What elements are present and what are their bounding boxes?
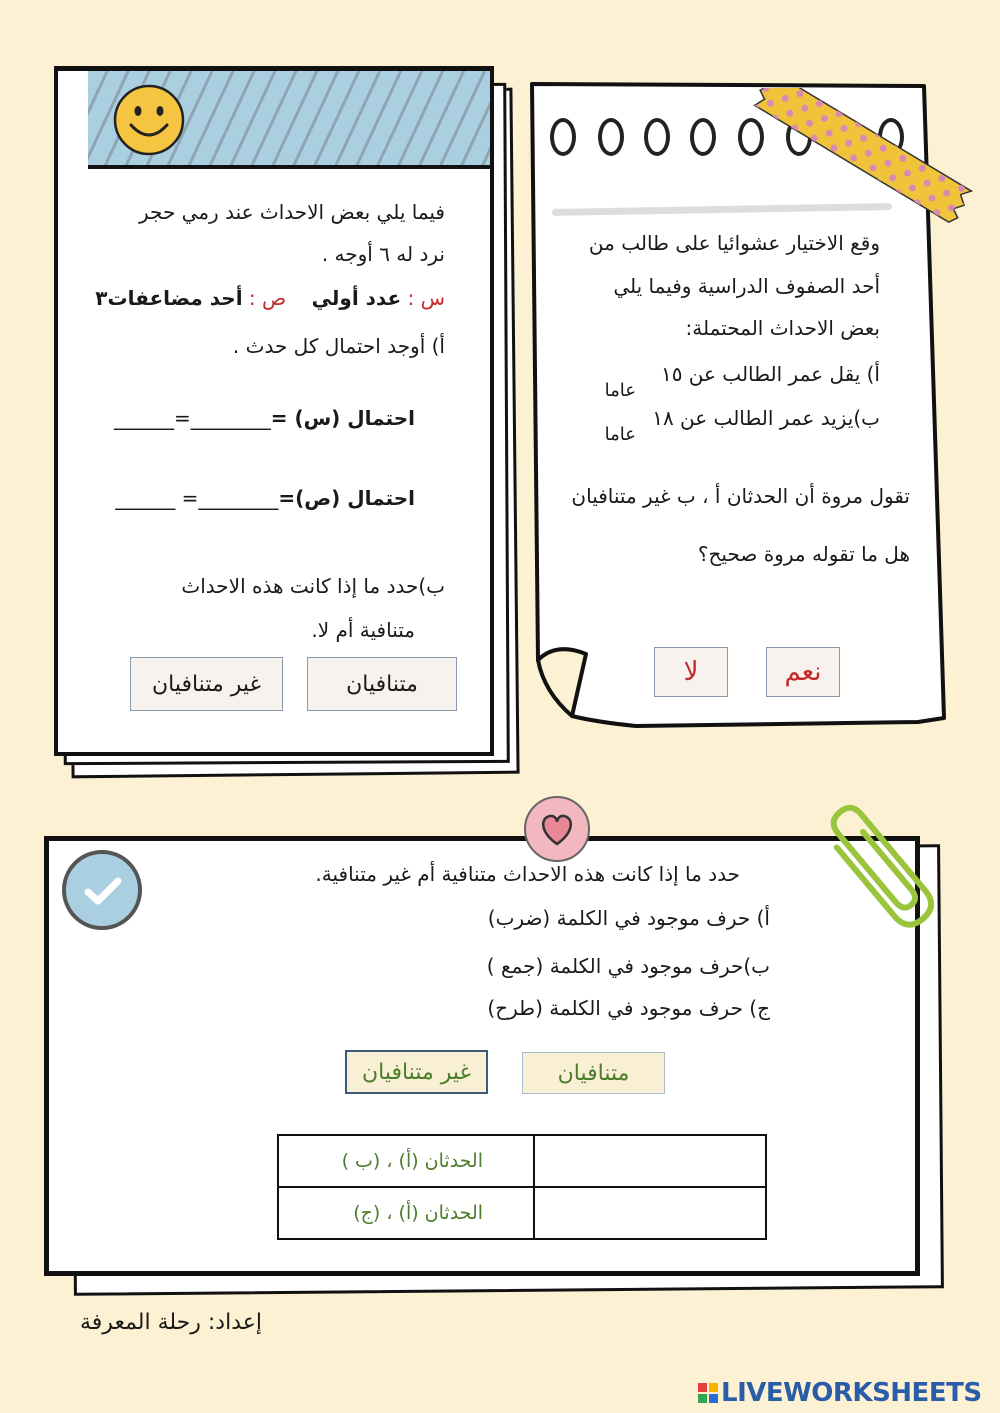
ring-2 xyxy=(598,118,624,156)
ring-4 xyxy=(690,118,716,156)
table-cell-answer[interactable] xyxy=(534,1135,766,1187)
table-cell-label: الحدثان (أ) ، (ب ) xyxy=(278,1135,534,1187)
table-cell-answer[interactable] xyxy=(534,1187,766,1239)
bottom-btn-not-mutually-exclusive[interactable]: غير متنافيان xyxy=(345,1050,488,1094)
event-c-prefix: ص : xyxy=(248,286,287,310)
left-btn-not-mutually-exclusive[interactable]: غير متنافيان xyxy=(130,657,283,711)
left-intro-line2: نرد له ٦ أوجه . xyxy=(321,242,445,266)
left-question-b-line2: متنافية أم لا. xyxy=(311,618,415,642)
liveworksheets-logo-icon xyxy=(698,1383,718,1403)
left-question-b-line1: ب)حدد ما إذا كانت هذه الاحداث xyxy=(181,574,445,598)
bottom-item-b: ب)حرف موجود في الكلمة (جمع ) xyxy=(486,954,770,978)
right-event-a-unit: عاما xyxy=(604,380,636,401)
left-btn-mutually-exclusive[interactable]: متنافيان xyxy=(307,657,457,711)
table-row xyxy=(278,1135,766,1187)
smiley-icon xyxy=(112,83,186,157)
washi-tape xyxy=(738,88,978,172)
event-s-text: عدد أولي xyxy=(311,286,402,310)
paperclip-icon xyxy=(806,794,956,944)
right-claim: تقول مروة أن الحدثان أ ، ب غير متنافيان xyxy=(571,484,910,508)
right-line1: وقع الاختيار عشوائيا على طالب من xyxy=(588,231,880,255)
event-c-text: أحد مضاعفات٣ xyxy=(95,286,243,310)
prob-s-blank[interactable]: ________=______ xyxy=(113,406,271,430)
left-intro-line1: فيما يلي بعض الاحداث عند رمي حجر xyxy=(139,200,445,224)
prob-s-row xyxy=(114,406,415,430)
author-credit: إعداد: رحلة المعرفة xyxy=(80,1310,262,1335)
bottom-item-a: أ) حرف موجود في الكلمة (ضرب) xyxy=(487,906,770,930)
liveworksheets-logo xyxy=(698,1378,982,1408)
right-question: هل ما تقوله مروة صحيح؟ xyxy=(697,542,910,566)
right-event-a: أ) يقل عمر الطالب عن ١٥ xyxy=(660,362,880,386)
bottom-title: حدد ما إذا كانت هذه الاحداث متنافية أم غير متنافية. xyxy=(315,862,740,886)
liveworksheets-brand: LIVEWORKSHEETS xyxy=(721,1378,982,1408)
bottom-btn-mutually-exclusive[interactable]: متنافيان xyxy=(522,1052,665,1094)
ring-3 xyxy=(644,118,670,156)
left-question-a: أ) أوجد احتمال كل حدث . xyxy=(232,334,445,358)
right-line3: بعض الاحداث المحتملة: xyxy=(685,316,880,340)
prob-c-blank[interactable]: ________= ______ xyxy=(115,486,279,510)
events-table xyxy=(277,1134,767,1240)
heart-pin-icon xyxy=(522,794,592,864)
left-events-line xyxy=(95,286,445,310)
event-s-prefix: س : xyxy=(407,286,445,310)
right-btn-no[interactable]: لا xyxy=(654,647,728,697)
right-event-b-unit: عاما xyxy=(604,424,636,445)
right-event-b: ب)يزيد عمر الطالب عن ١٨ xyxy=(652,406,880,430)
prob-s-label: احتمال (س) = xyxy=(270,406,415,430)
prob-c-row xyxy=(115,486,415,510)
ring-1 xyxy=(550,118,576,156)
table-cell-label: الحدثان (أ) ، (ج) xyxy=(278,1187,534,1239)
table-row xyxy=(278,1187,766,1239)
prob-c-label: احتمال (ص)= xyxy=(278,486,415,510)
right-line2: أحد الصفوف الدراسية وفيما يلي xyxy=(613,274,880,298)
bottom-item-c: ج) حرف موجود في الكلمة (طرح) xyxy=(487,996,770,1020)
checkmark-badge-icon xyxy=(60,848,144,932)
right-btn-yes[interactable]: نعم xyxy=(766,647,840,697)
